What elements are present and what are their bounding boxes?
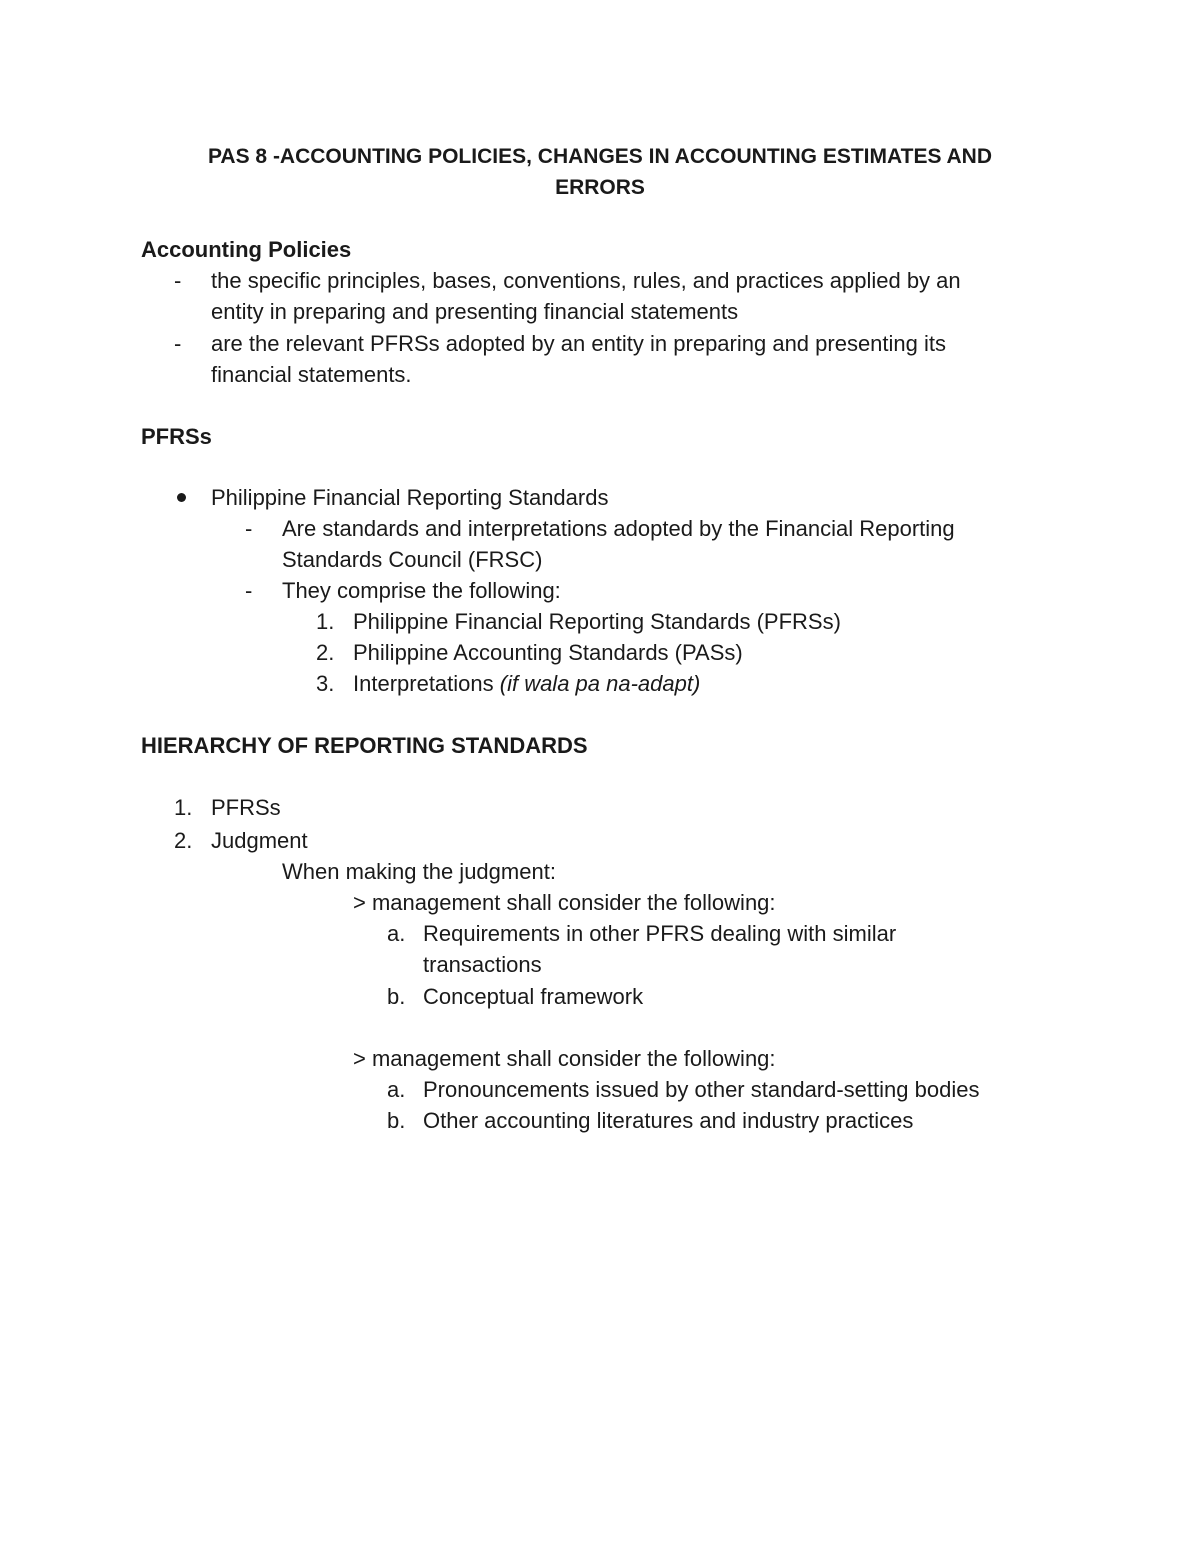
pfrss-sub-item-2-line-1: They comprise the following: bbox=[282, 578, 561, 603]
document-title-line-2: ERRORS bbox=[555, 176, 645, 199]
group-1-item-a-line-2: transactions bbox=[423, 952, 542, 977]
letter-marker: b. bbox=[387, 984, 406, 1009]
numbered-marker: 1. bbox=[316, 609, 335, 634]
group-1-lead: > management shall consider the following: bbox=[353, 890, 776, 915]
letter-marker: b. bbox=[387, 1108, 406, 1133]
numbered-marker: 3. bbox=[316, 671, 335, 696]
pfrss-sub-item-1-line-1: Are standards and interpretations adopted by the Financial Reporting bbox=[282, 516, 955, 541]
pfrss-numbered-3 bbox=[353, 668, 700, 699]
document-title-line-1: PAS 8 -ACCOUNTING POLICIES, CHANGES IN ACCOUNTING ESTIMATES AND bbox=[207, 145, 993, 168]
letter-marker: a. bbox=[387, 921, 406, 946]
numbered-marker: 1. bbox=[174, 795, 193, 820]
pfrss-numbered-2: Philippine Accounting Standards (PASs) bbox=[353, 640, 743, 665]
pfrss-numbered-1: Philippine Financial Reporting Standards (PFRSs) bbox=[353, 609, 841, 634]
group-2-item-a: Pronouncements issued by other standard-setting bodies bbox=[423, 1077, 980, 1102]
pfrss-numbered-3-note: (if wala pa na-adapt) bbox=[499, 671, 701, 696]
policy-item-2-line-1: are the relevant PFRSs adopted by an entity in preparing and presenting its bbox=[211, 331, 947, 356]
numbered-marker: 2. bbox=[174, 828, 193, 853]
group-2-lead: > management shall consider the following: bbox=[353, 1046, 776, 1071]
policy-item-1-line-1: the specific principles, bases, conventions, rules, and practices applied by an bbox=[211, 268, 961, 293]
dash-marker: - bbox=[245, 578, 253, 603]
pfrss-numbered-3-text: Interpretations bbox=[353, 671, 500, 696]
pfrss-heading: PFRSs bbox=[141, 424, 212, 449]
judgment-intro: When making the judgment: bbox=[282, 859, 556, 884]
hierarchy-item-1: PFRSs bbox=[211, 795, 281, 820]
accounting-policies-heading: Accounting Policies bbox=[141, 237, 352, 262]
pfrss-sub-item-1-line-2: Standards Council (FRSC) bbox=[282, 547, 543, 572]
group-2-item-b: Other accounting literatures and industry practices bbox=[423, 1108, 914, 1133]
policy-item-1-line-2: entity in preparing and presenting financial statements bbox=[211, 299, 739, 324]
dash-marker: - bbox=[174, 331, 182, 356]
pfrss-bullet-text: Philippine Financial Reporting Standards bbox=[211, 485, 609, 510]
hierarchy-heading: HIERARCHY OF REPORTING STANDARDS bbox=[141, 733, 588, 758]
letter-marker: a. bbox=[387, 1077, 406, 1102]
numbered-marker: 2. bbox=[316, 640, 335, 665]
policy-item-2-line-2: financial statements. bbox=[211, 362, 412, 387]
group-1-item-b: Conceptual framework bbox=[423, 984, 644, 1009]
hierarchy-item-2: Judgment bbox=[211, 828, 308, 853]
dash-marker: - bbox=[245, 516, 253, 541]
bullet-dot-icon bbox=[177, 493, 186, 502]
group-1-item-a-line-1: Requirements in other PFRS dealing with similar bbox=[423, 921, 897, 946]
dash-marker: - bbox=[174, 268, 182, 293]
